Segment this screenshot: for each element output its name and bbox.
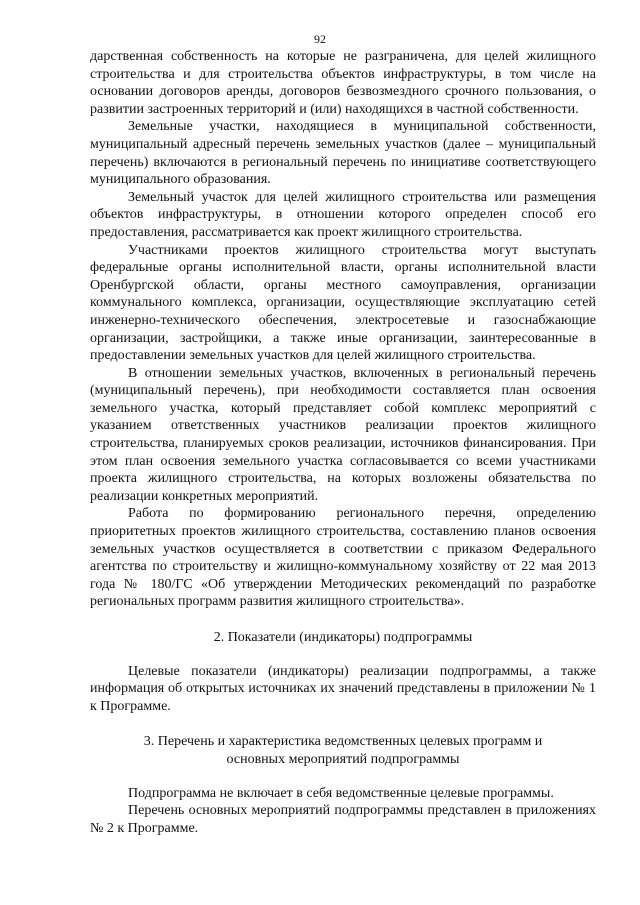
section-heading-line: основных мероприятий подпрограммы — [226, 751, 460, 767]
paragraph: Земельный участок для целей жилищного строительства или размещения объектов инфраструктуры, в отношении которого определен способ его предоставления, рассматривается как проект жилищного строительства. — [90, 189, 596, 240]
paragraph: Подпрограмма не включает в себя ведомственные целевые программы. — [128, 785, 554, 801]
paragraph: Земельные участки, находящиеся в муниципальной собственности, муниципальный адресный перечень земельных участков (далее – муниципальный перечень) включаются в региональный перечень по инициативе соответствующего муниципального образования. — [90, 119, 596, 188]
section-heading-text: 2. Показатели (индикаторы) подпрограммы — [213, 630, 473, 645]
paragraph: Работа по формированию регионального перечня, определению приоритетных проектов жилищного строительства, составлению планов освоения земельных участков осуществляется в соответствии с приказом Федерального агентства по строительству и жилищно-коммунальному хозяйству от 22 мая 2013 года № 180/ГС «Об утверждении Методических рекомендаций по разработке региональных программ развития жилищного строительства». — [90, 506, 596, 610]
paragraph: Целевые показатели (индикаторы) реализации подпрограммы, а также информация об открытых источниках их значений представлены в приложении № 1 к Программе. — [90, 663, 596, 714]
paragraph: дарственная собственность на которые не разграничена, для целей жилищного строительства и для строительства объектов инфраструктуры, в том числе на основании договоров аренды, договоров безвозмездного срочного пользования, о развитии застроенных территорий и (или) находящихся в частной собственности. — [90, 49, 596, 117]
section-heading-indicators — [90, 629, 596, 647]
paragraph: Участниками проектов жилищного строительства могут выступать федеральные органы исполнительной власти, органы исполнительной власти Оренбургской области, органы местного самоуправления, организации коммунального комплекса, организации, осуществляющие эксплуатацию сетей инженерно-технического обеспечения, электросетевые и газоснабжающие организации, застройщики, а также иные организации, заинтересованные в предоставлении земельных участков для целей жилищного строительства. — [90, 242, 596, 364]
section-heading-line: 3. Перечень и характеристика ведомственных целевых программ и — [143, 734, 543, 750]
paragraph: Перечень основных мероприятий подпрограммы представлен в приложениях № 2 к Программе. — [90, 803, 596, 836]
paragraph: В отношении земельных участков, включенных в региональный перечень (муниципальный перечень), при необходимости составляется план освоения земельного участка, который представляет собой комплекс мероприятий с указанием ответственных участников реализации проектов жилищного строительства, планируемых сроков реализации, источников финансирования. При этом план освоения земельного участка согласовывается со всеми участниками проекта жилищного строительства, на которых возложены обязательства по реализации конкретных мероприятий. — [90, 365, 596, 504]
document-body — [90, 48, 596, 837]
section-heading-programs — [90, 733, 596, 768]
page-number: 92 — [314, 32, 326, 46]
